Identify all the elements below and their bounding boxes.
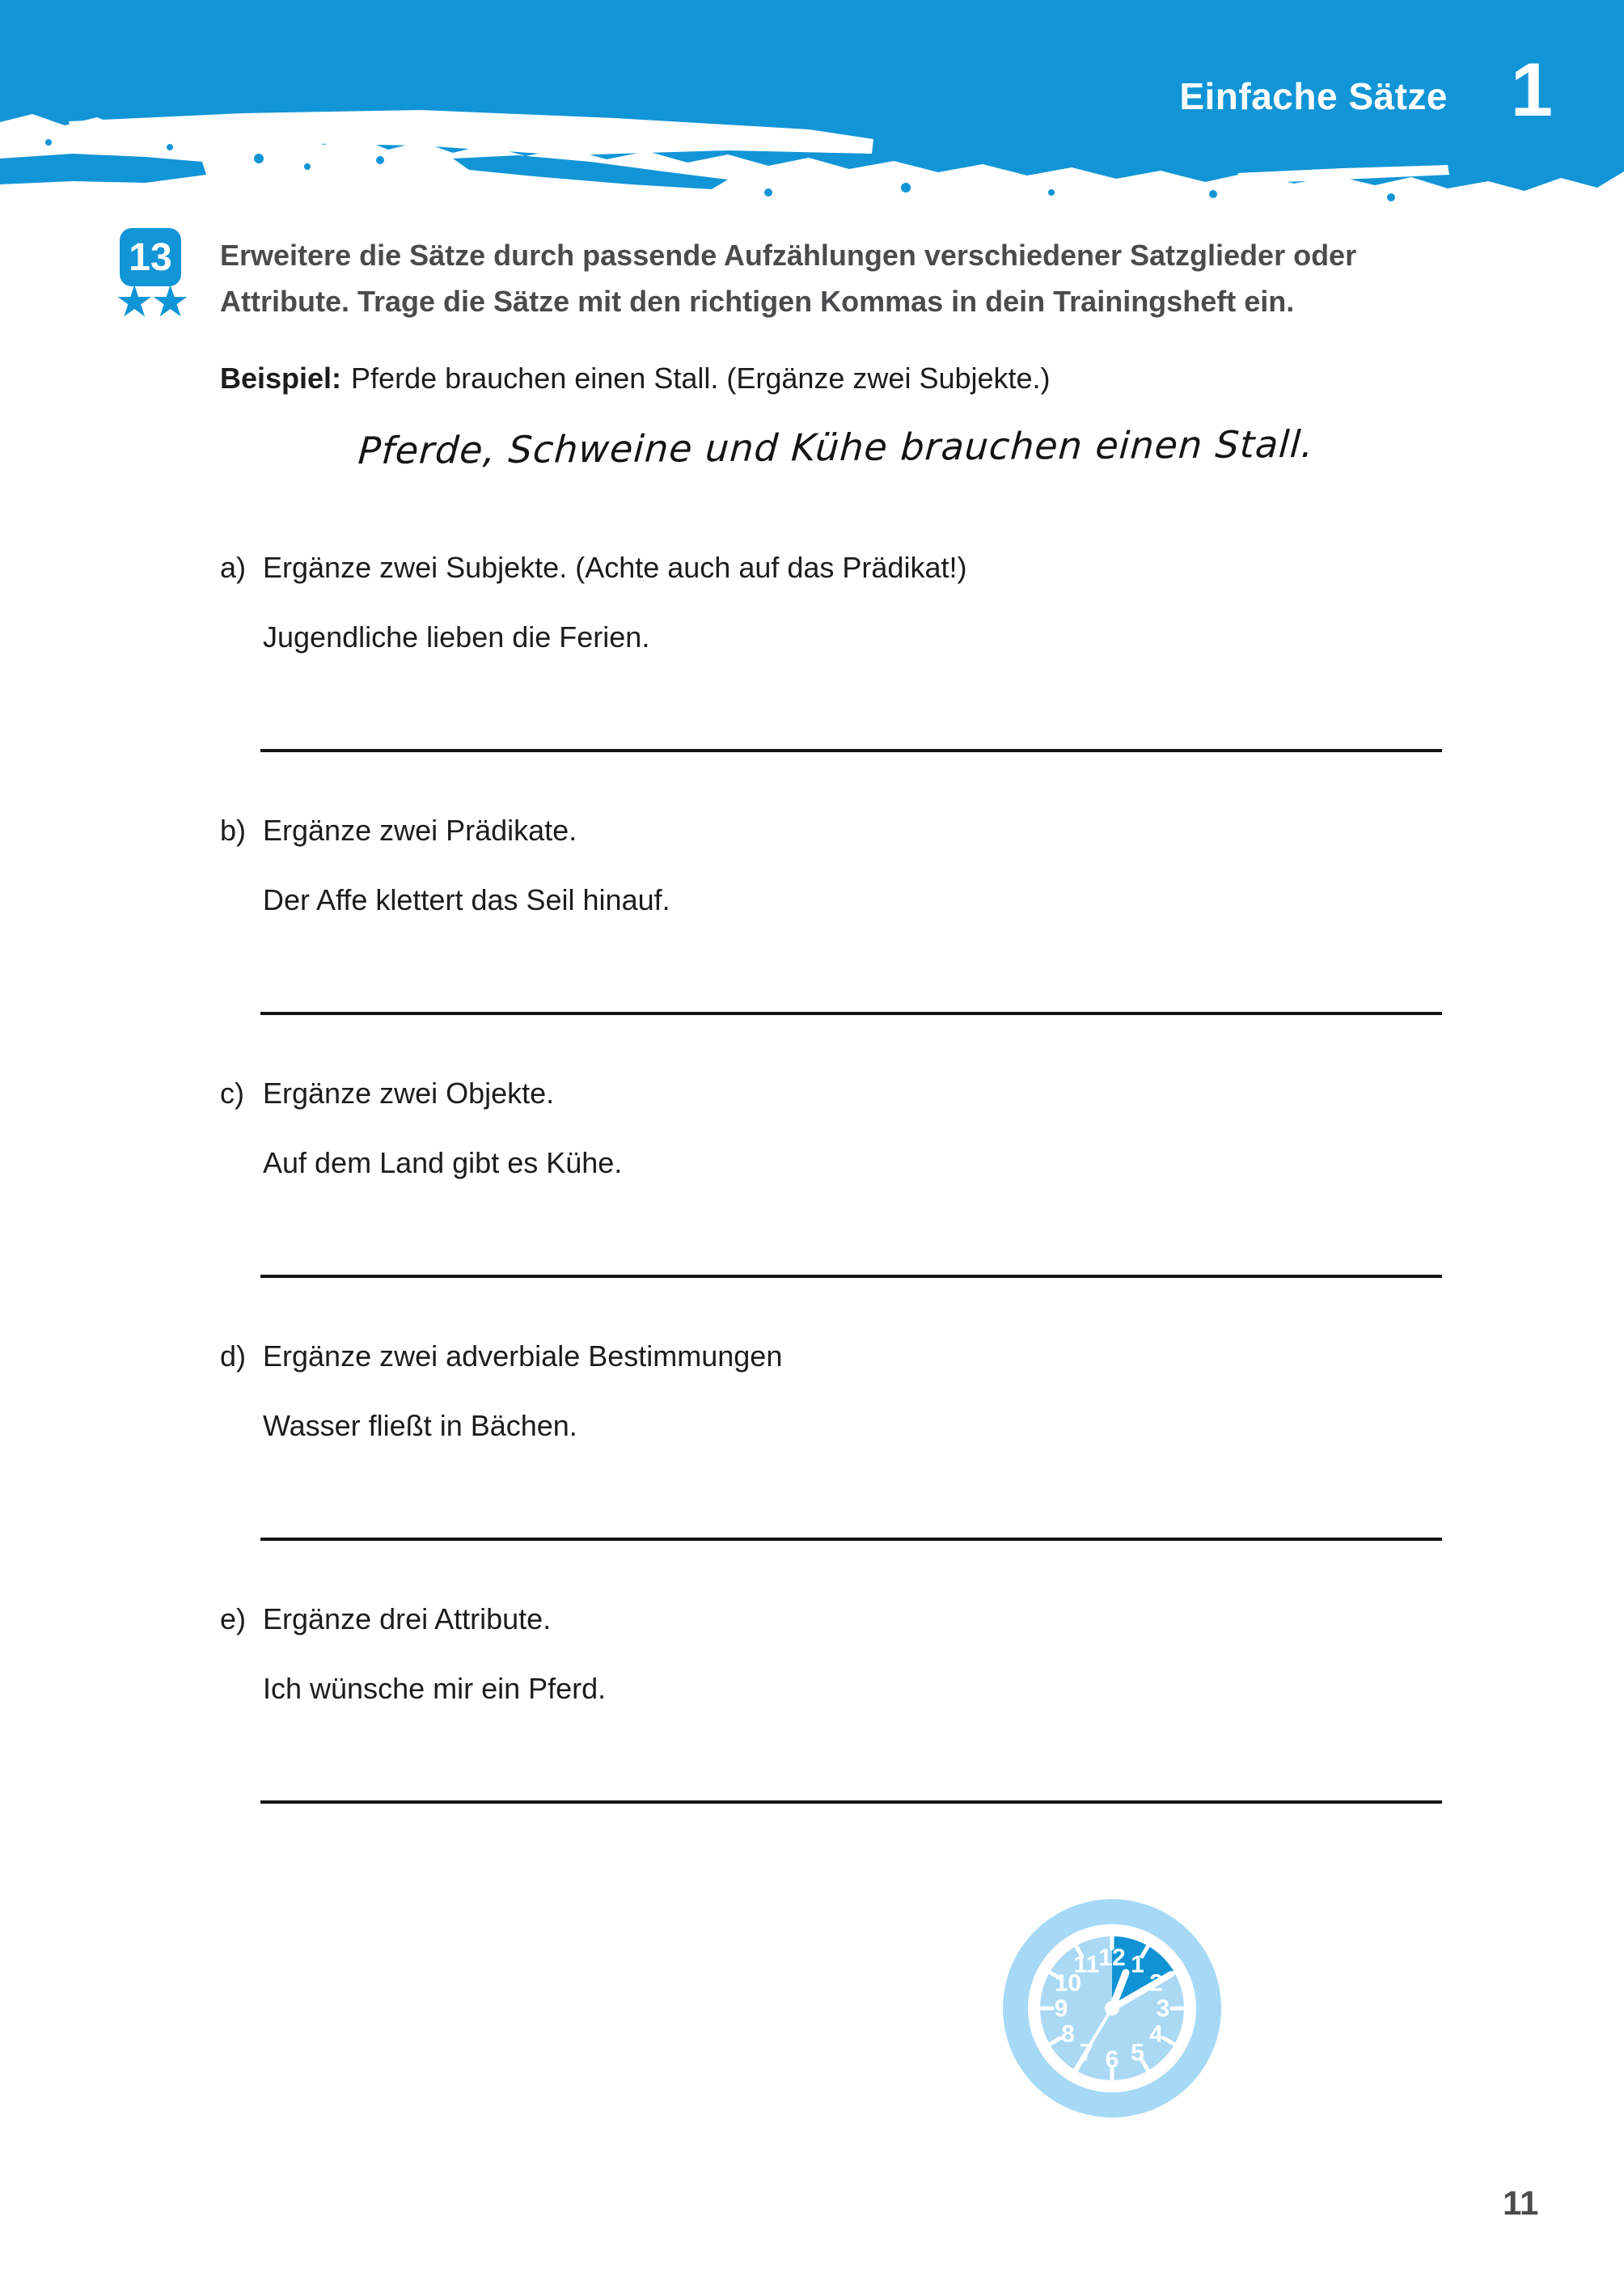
exercise-number: 13 bbox=[129, 235, 172, 279]
instruction-line-2: Attribute. Trage die Sätze mit den richtigen Kommas in dein Trainingsheft ein. bbox=[220, 285, 1295, 318]
item-c-sentence: Auf dem Land gibt es Kühe. bbox=[263, 1146, 623, 1179]
svg-text:2: 2 bbox=[1149, 1969, 1163, 1997]
item-d-prompt: Ergänze zwei adverbiale Bestimmungen bbox=[263, 1339, 783, 1373]
example-prompt: Pferde brauchen einen Stall. (Ergänze zwei Subjekte.) bbox=[351, 362, 1051, 395]
item-c-answer-line bbox=[260, 1275, 1442, 1278]
instruction-line-1: Erweitere die Sätze durch passende Aufzählungen verschiedener Satzglieder oder bbox=[220, 239, 1357, 272]
svg-text:1: 1 bbox=[1131, 1951, 1144, 1978]
exercise-instruction bbox=[220, 232, 1449, 324]
item-a-label: a) bbox=[220, 551, 247, 584]
example-row bbox=[220, 362, 1449, 396]
item-b-prompt: Ergänze zwei Prädikate. bbox=[263, 814, 577, 847]
item-b-sentence: Der Affe klettert das Seil hinauf. bbox=[263, 883, 670, 916]
svg-text:11: 11 bbox=[1073, 1951, 1100, 1978]
item-c-label: c) bbox=[220, 1077, 244, 1110]
item-a-prompt: Ergänze zwei Subjekte. (Achte auch auf das Prädikat!) bbox=[263, 551, 967, 584]
item-b-answer-line bbox=[260, 1012, 1442, 1015]
svg-text:9: 9 bbox=[1054, 1995, 1068, 2022]
clock-center-dot bbox=[1105, 2001, 1119, 2016]
svg-text:5: 5 bbox=[1131, 2039, 1144, 2067]
chapter-number: 1 bbox=[1510, 47, 1553, 132]
difficulty-stars-icon: ★★ bbox=[115, 276, 187, 327]
item-a-sentence: Jugendliche lieben die Ferien. bbox=[263, 620, 650, 654]
page-number: 11 bbox=[1503, 2184, 1539, 2222]
item-a-answer-line bbox=[260, 749, 1442, 752]
page-title: Einfache Sätze bbox=[1179, 75, 1448, 117]
item-e-answer-line bbox=[260, 1800, 1442, 1804]
brush-streak-lower-left bbox=[0, 154, 206, 184]
svg-text:6: 6 bbox=[1105, 2046, 1119, 2073]
item-e-sentence: Ich wünsche mir ein Pferd. bbox=[263, 1672, 607, 1705]
svg-text:7: 7 bbox=[1080, 2039, 1093, 2067]
item-b-label: b) bbox=[220, 814, 247, 847]
example-handwritten-answer: Pferde, Schweine und Kühe brauchen einen Stall. bbox=[357, 421, 1316, 473]
svg-text:4: 4 bbox=[1149, 2020, 1163, 2048]
example-label: Beispiel: bbox=[220, 362, 342, 395]
item-c-prompt: Ergänze zwei Objekte. bbox=[263, 1077, 555, 1110]
item-d-answer-line bbox=[260, 1538, 1442, 1541]
svg-text:12: 12 bbox=[1098, 1944, 1126, 1971]
item-e-prompt: Ergänze drei Attribute. bbox=[263, 1602, 552, 1635]
item-e-label: e) bbox=[220, 1602, 247, 1635]
svg-text:10: 10 bbox=[1054, 1969, 1082, 1997]
clock-illustration bbox=[1003, 1899, 1221, 2117]
item-d-sentence: Wasser fließt in Bächen. bbox=[263, 1409, 577, 1442]
svg-text:8: 8 bbox=[1061, 2020, 1075, 2048]
svg-text:3: 3 bbox=[1156, 1995, 1170, 2022]
item-d-label: d) bbox=[220, 1339, 247, 1373]
